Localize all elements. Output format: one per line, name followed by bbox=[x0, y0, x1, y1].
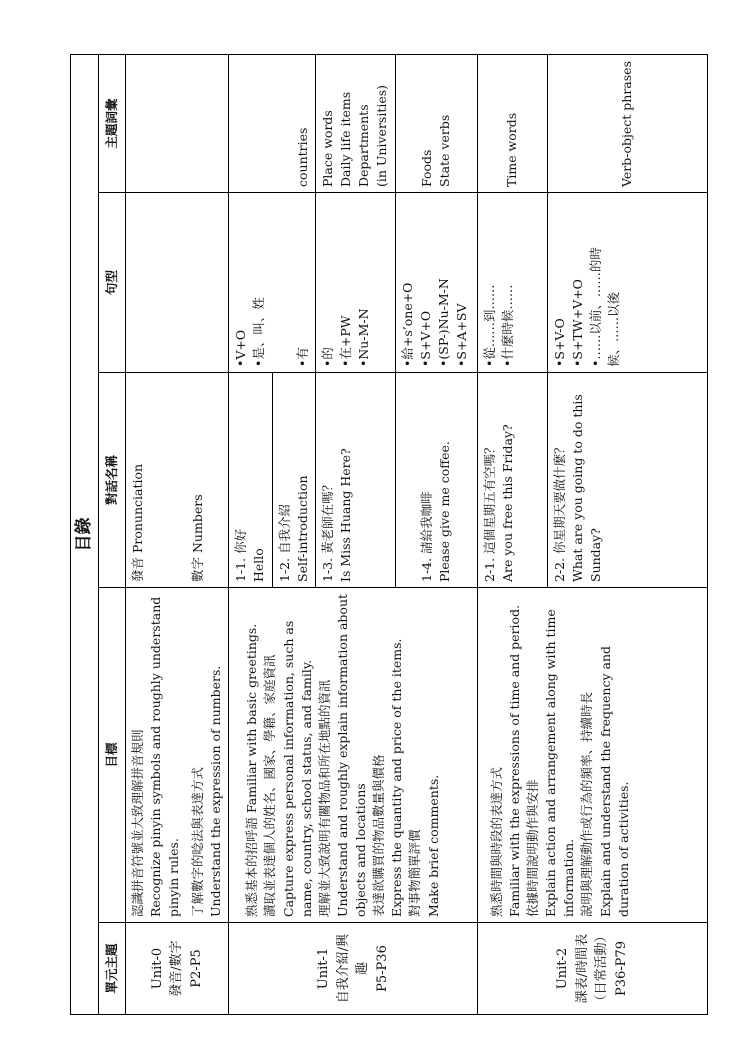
unit2-pages: P36-P79 bbox=[613, 941, 629, 996]
vocab-1-4: Foods State verbs bbox=[395, 54, 477, 192]
unit1-row-1 bbox=[229, 54, 272, 1014]
unit0-name: Unit-0 bbox=[149, 947, 165, 990]
unit1-goals: 熟悉基本的招呼語 Familiar with basic greetings. 讀取並表達個人的姓名、國家、學籍、家庭資訊 Capture express personal information, such as name, country, school status, and family. 理解並大致說明有關物品和所在地點的資訊 Understand and roughly explain information about objects and locations 表達欲購買的物品數量與價格 Express the quantity and price of the items. 對事物簡單評價 Make brief comments. bbox=[229, 588, 478, 923]
pattern-2-2: • S+V-O • S+TW+V+O • ……以前、……的時候、……以後 bbox=[547, 193, 707, 373]
unit2-name: Unit-2 bbox=[555, 947, 571, 990]
pattern-1-2: • 有 bbox=[272, 193, 315, 373]
unit2-cell bbox=[477, 923, 707, 1015]
pattern-2-1: • 從……到…… • 什麼時候…… bbox=[477, 193, 547, 373]
contents-table bbox=[70, 54, 708, 1015]
header-pattern: 句型 bbox=[98, 193, 125, 373]
unit1-topic: 自我介紹/興趣 bbox=[335, 933, 371, 1004]
unit0-row-a bbox=[125, 54, 186, 1014]
vocab-1-2: countries bbox=[272, 54, 315, 192]
dialogue-1-4: 1-4. 請給我咖啡 Please give me coffee. bbox=[395, 373, 477, 588]
dialogue-2-1: 2-1. 這個星期五有空嗎？ Are you free this Friday? bbox=[477, 373, 547, 588]
dialogue-1-2: 1-2. 自我介紹 Self-introduction bbox=[272, 373, 315, 588]
vocab-2-1: Time words bbox=[477, 54, 547, 192]
pattern-1-1: • V+O • 是、叫、姓 bbox=[229, 193, 272, 373]
page-title: 目錄 bbox=[71, 54, 99, 1014]
unit2-goals: 熟悉時間與時段的表達方式 Familiar with the expressions of time and period. 依據時間說明動作與安排 Explain action and arrangement along with time information. 說明與理解動作或行為的頻率、持續時長 Explain and understand the frequency and duration of activities. bbox=[477, 588, 707, 923]
dialogue-1-1: 1-1. 你好 Hello bbox=[229, 373, 272, 588]
pattern-1-3: • 的 • 在+PW • Nu-M-N bbox=[315, 193, 395, 373]
unit1-cell bbox=[229, 923, 478, 1015]
unit0-dialogue-b: 數字 Numbers bbox=[186, 373, 229, 588]
unit0-cell bbox=[125, 923, 229, 1015]
header-dialogue: 對話名稱 bbox=[98, 373, 125, 588]
vocab-2-2: Verb-object phrases bbox=[547, 54, 707, 192]
unit1-pages: P5-P36 bbox=[374, 945, 390, 992]
unit0-goal-a: 認識拼音符號並大致理解拼音規則 Recognize pinyin symbols and roughly understand pinyin rules. bbox=[125, 588, 186, 923]
unit2-topic2: （日常活動） bbox=[594, 929, 610, 1008]
unit0-pattern bbox=[125, 193, 229, 373]
dialogue-1-3: 1-3. 黃老師在嗎？ Is Miss Huang Here? bbox=[315, 373, 395, 588]
rotated-page bbox=[70, 55, 708, 1015]
vocab-1-1 bbox=[229, 54, 272, 192]
header-unit: 單元主題 bbox=[98, 923, 125, 1015]
pattern-1-4: • 給+s’one+O • S+V+O • (SP-)Nu-M-N • S+A+SV bbox=[395, 193, 477, 373]
unit0-topic: 發音/數字 bbox=[169, 940, 185, 997]
header-row bbox=[98, 54, 125, 1014]
unit0-dialogue-a: 發音 Pronunciation bbox=[125, 373, 186, 588]
dialogue-2-2: 2-2. 你星期天要做什麼？ What are you going to do this Sunday? bbox=[547, 373, 707, 588]
unit0-goal-b: 了解數字的唸法與表達方式 Understand the expression of numbers. bbox=[186, 588, 229, 923]
header-goal: 目標 bbox=[98, 588, 125, 923]
unit0-pages: P2-P5 bbox=[188, 949, 204, 988]
vocab-1-3: Place words Daily life items Departments (in Universities) bbox=[315, 54, 395, 192]
unit2-row-1 bbox=[477, 54, 547, 1014]
header-vocab: 主題詞彙 bbox=[98, 54, 125, 192]
unit2-topic: 課表/時間表 bbox=[574, 933, 590, 1004]
unit1-name: Unit-1 bbox=[316, 947, 332, 990]
unit0-vocab bbox=[125, 54, 229, 192]
